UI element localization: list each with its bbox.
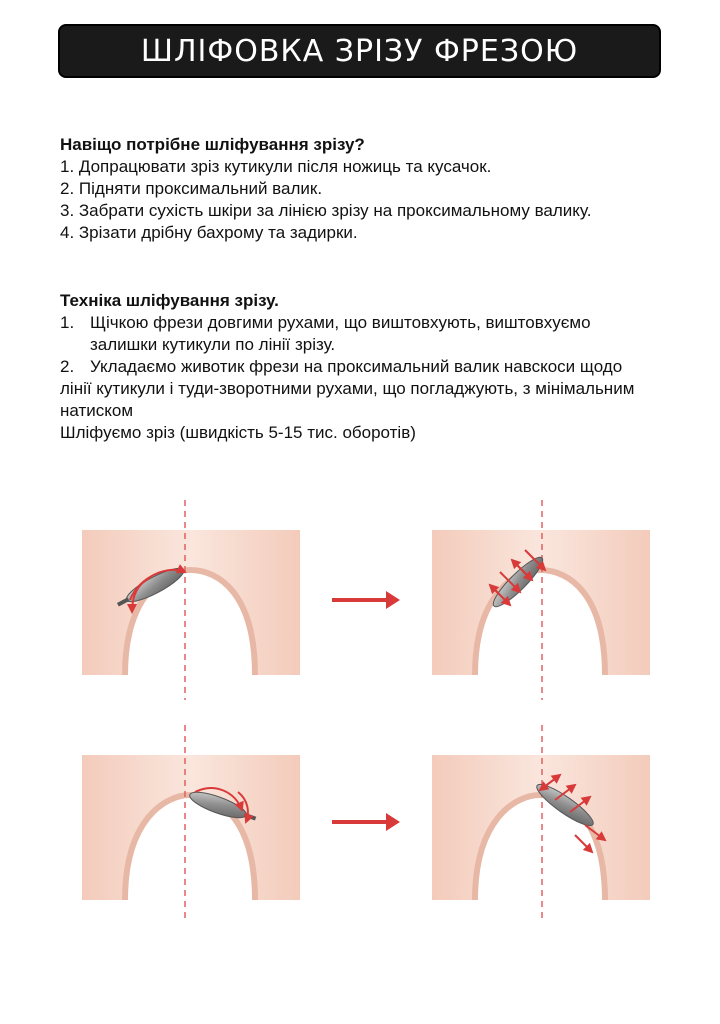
transition-arrow-bottom [332,813,400,831]
section-technique-footer: Шліфуємо зріз (швидкість 5-15 тис. оборотів) [60,423,416,442]
list-item [60,312,640,356]
section-technique [60,290,640,444]
panel-top-left [82,500,300,700]
page-title: ШЛІФОВКА ЗРІЗУ ФРЕЗОЮ [140,33,579,69]
list-item: 1. Допрацювати зріз кутикули після ножиць та кусачок. [60,157,492,176]
illustration-svg [70,500,660,920]
list-item [60,356,640,422]
panel-bottom-left [82,725,300,920]
list-item-number: 2. [60,357,75,376]
list-item-number: 1. [60,313,75,332]
list-item-text: Укладаємо животик фрези на проксимальний валик навскоси щодо лінії кутикули і туди-зворотними рухами, що погладжують, з мінімальним натиском [60,357,635,420]
list-item-text: Щічкою фрези довгими рухами, що виштовхують, виштовхуємо залишки кутикули по лінії зрізу. [90,313,591,354]
section-why-heading: Навіщо потрібне шліфування зрізу? [60,135,365,154]
panel-top-right [432,500,650,700]
panel-bottom-right [432,725,650,920]
section-why [60,134,640,244]
list-item: 4. Зрізати дрібну бахрому та задирки. [60,223,358,242]
list-item: 3. Забрати сухість шкіри за лінією зрізу на проксимальному валику. [60,201,592,220]
title-banner [58,24,661,78]
list-item: 2. Підняти проксимальний валик. [60,179,323,198]
technique-illustration [70,500,660,920]
section-technique-heading: Техніка шліфування зрізу. [60,291,279,310]
transition-arrow-top [332,591,400,609]
